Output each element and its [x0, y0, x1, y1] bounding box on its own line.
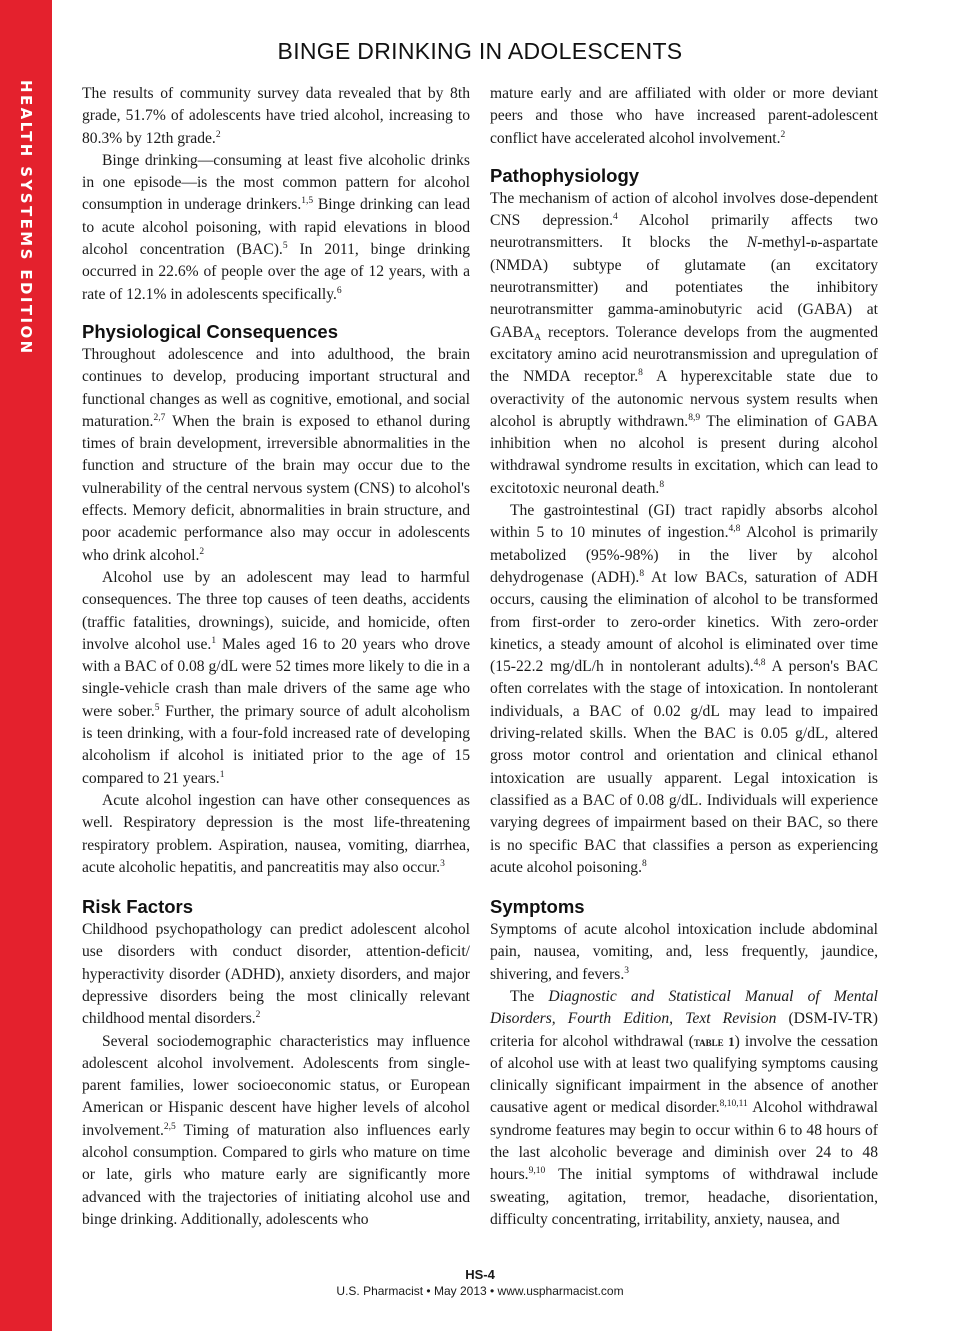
paragraph: Binge drinking—consuming at least five alcoholic drinks in one episode—is the most common pattern for alcohol consumption in underage drinkers.$^{1,5}$ Binge drinking can lead to acute alcohol poisoning, with rapid elevations in blood alcohol concentration (BAC).$^5$ In 2011, binge drinking occurred in 22.6% of people over the age of 12 years, with a rate of 12.1% in adolescents specifically.$^6$ — [82, 151, 471, 303]
page-number: HS-4 — [465, 1267, 495, 1282]
section-heading: Risk Factors — [82, 896, 194, 918]
journal-info: U.S. Pharmacist • May 2013 • www.uspharmacist.com — [336, 1284, 624, 1298]
paragraph: mature early and are affiliated with older or more deviant peers and those who have increased parent-adolescent conflict have accelerated alcohol involvement.$^2$ — [490, 85, 878, 147]
paragraph: The Diagnostic and Statistical Manual of Mental Disorders, Fourth Edition, Text Revision (DSM-IV-TR) criteria for alcohol withdrawal (table 1) involve the cessation of alcohol use with at least two qualifying symptoms causing clinically significant impairment in the absence of another causative agent or medical disorder.$^{8,10,11}$ Alcohol withdrawal syndrome features may begin to occur within 6 to 48 hours of the last alcoholic beverage and diminish over 24 to 48 hours.$^{9,10}$ The initial symptoms of withdrawal include sweating, agitation, tremor, headache, disorientation, difficulty concentrating, irritability, anxiety, nausea, and — [490, 987, 879, 1228]
section-heading: Symptoms — [490, 896, 585, 918]
paragraph: Several sociodemographic characteristics may influence adolescent alcohol involvement. Adolescents from single-parent families, lower socioeconomic status, or European American or Hispanic descent have higher levels of alcohol involvement.$^{2,5}$ Timing of maturation also influences early alcohol consumption. Compared to girls who mature on time or late, girls who mature early are significantly more advanced with the trajectories of initiating alcohol use and binge drinking. Additionally, adolescents who — [82, 1032, 470, 1228]
paragraph: The gastrointestinal (GI) tract rapidly absorbs alcohol within 5 to 10 minutes of ingestion.$^{4,8}$ Alcohol is primarily metabolized (95%-98%) in the liver by alcohol dehydrogenase (ADH).$^8$ At low BACs, saturation of ADH occurs, causing the elimination of alcohol to be transformed from first-order to zero-order kinetics. With zero-order kinetics, a steady amount of alcohol is eliminated over time (15-22.2 mg/dL/h in nontolerant adults).$^{4,8}$ A person's BAC often correlates with the stage of intoxication. In nontolerant individuals, a BAC of 0.02 g/dL may lead to impaired driving-related skills. When the BAC is 0.05 g/dL, altered gross motor control and orientation and clinical ethanol intoxication are usually apparent. Legal intoxication is classified as a BAC of 0.08 g/dL. Individuals will experience varying degrees of impairment based on their BAC, so there is no specific BAC that classifies a person as experiencing acute alcohol poisoning.$^8$ — [490, 502, 879, 876]
side-color-bar — [0, 0, 52, 1331]
paragraph: Alcohol use by an adolescent may lead to harmful consequences. The three top causes of teen deaths, accidents (traffic fatalities, drownings), suicide, and homicide, often involve alcohol use.$^1$ Males aged 16 to 20 years who drove with a BAC of 0.08 g/dL were 52 times more likely to die in a single-vehicle crash than male drivers of the same age who were sober.$^5$ Further, the primary source of adult alcoholism is teen drinking, with a four-fold increased rate of developing alcoholism if alcohol is initiated prior to the age of 15 compared to 21 years.$^1$ — [82, 568, 470, 787]
left-column — [82, 83, 470, 1231]
paragraph: Acute alcohol ingestion can have other consequences as well. Respiratory depression is the most life-threatening respiratory problem. Aspiration, nausea, vomiting, diarrhea, acute alcoholic hepatitis, and pancreatitis may also occur.$^3$ — [82, 791, 470, 876]
section-heading: Physiological Consequences — [82, 320, 338, 342]
running-header-title: BINGE DRINKING IN ADOLESCENTS — [277, 38, 683, 64]
paragraph: Childhood psychopathology can predict adolescent alcohol use disorders with conduct disorder, attention-deficit/ hyperactivity disorder (ADHD), anxiety disorders, and major depressive disorders being the most clinically relevant childhood mental disorders.$^2$ — [82, 921, 470, 1028]
edition-label: HEALTH SYSTEMS EDITION — [17, 80, 35, 356]
table-reference: table 1 — [693, 1033, 735, 1049]
paragraph: Symptoms of acute alcohol intoxication include abdominal pain, nausea, vomiting, and, less frequently, jaundice, shivering, and fevers.$^3$ — [490, 921, 878, 983]
page-footer — [52, 1267, 908, 1298]
paragraph: The results of community survey data revealed that by 8th grade, 51.7% of adolescents have tried alcohol, increasing to 80.3% by 12th grade.$^2$ — [82, 85, 470, 147]
paragraph: The mechanism of action of alcohol involves dose-dependent CNS depression.$^4$ Alcohol primarily affects two neurotransmitters. It blocks the N-methyl-d-aspartate (NMDA) subtype of glutamate (an excitatory neurotransmitter) and potentiates the inhibitory neurotransmitter gamma-aminobutyric acid (GABA) at $GABA_A$ receptors. Tolerance develops from the augmented excitatory amino acid neurotransmission and upregulation of the NMDA receptor.$^8$ A hyperexcitable state due to overactivity of the autonomic nervous system results when alcohol is abruptly withdrawn.$^{8,9}$ The elimination of GABA inhibition when no alcohol is present during alcohol withdrawal syndrome results in excitation, which can lead to excitotoxic neuronal death.$^8$ — [490, 189, 878, 497]
section-heading: Pathophysiology — [490, 164, 640, 186]
paragraph: Throughout adolescence and into adulthood, the brain continues to develop, producing important structural and functional changes as well as cognitive, emotional, and social maturation.$^{2,7}$ When the brain is exposed to ethanol during times of brain development, irreversible abnormalities in the function and structure of the brain may occur due to the vulnerability of the central nervous system (CNS) to alcohol's effects. Memory deficit, abnormalities in brain structure, and poor academic performance also may occur in adolescents who drink alcohol.$^2$ — [82, 345, 470, 564]
right-column — [490, 83, 878, 1231]
